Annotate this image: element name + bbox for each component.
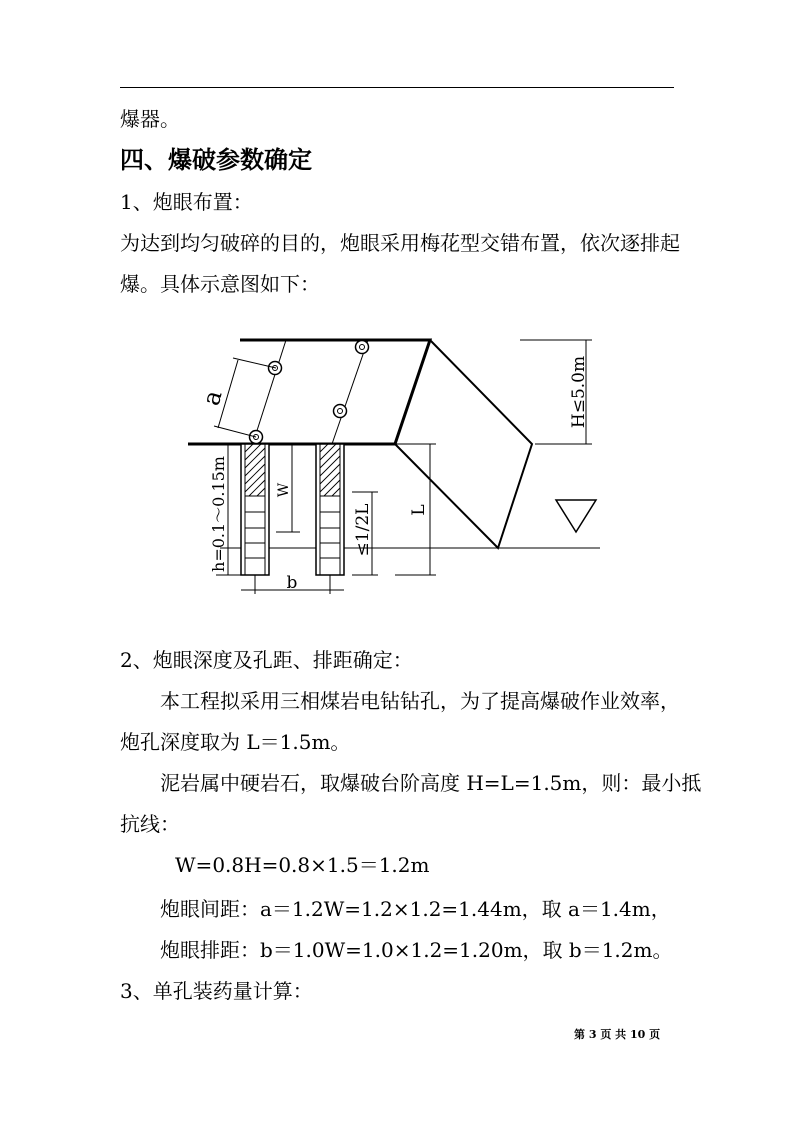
bench-upper-outline <box>240 340 430 444</box>
water-level-triangle-icon <box>556 500 596 532</box>
item2-paragraph2-line2: 抗线： <box>120 812 180 836</box>
section-title: 四、爆破参数确定 <box>120 145 312 174</box>
hole-row-line-2 <box>332 340 368 444</box>
label-charge: h=0.1～0.15m <box>209 456 228 572</box>
hole-row-line-1 <box>254 340 286 440</box>
label-h: H≤5.0m <box>569 355 589 429</box>
item1-paragraph-line1: 为达到均匀破碎的目的，炮眼采用梅花型交错布置，依次逐排起 <box>120 231 680 255</box>
item2-title: 2、炮眼深度及孔距、排距确定： <box>120 648 413 672</box>
formula-b: 炮眼排距：b＝1.0W=1.0×1.2=1.20m，取 b＝1.2m。 <box>160 938 673 962</box>
dimension-a-ext-2 <box>214 426 256 437</box>
item2-paragraph1-line2: 炮孔深度取为 L＝1.5m。 <box>120 730 351 754</box>
page-footer: 第 3 页 共 10 页 <box>574 1028 661 1041</box>
blasthole-section-right <box>316 444 344 575</box>
blasthole-layout-diagram <box>0 300 793 620</box>
header-rule <box>120 87 674 88</box>
blasthole-section-left <box>241 444 269 575</box>
item1-paragraph-line2: 爆。具体示意图如下： <box>120 272 320 296</box>
formula-w: W=0.8H=0.8×1.5＝1.2m <box>175 853 430 877</box>
label-l: L <box>409 504 429 516</box>
formula-a: 炮眼间距：a＝1.2W=1.2×1.2=1.44m，取 a＝1.4m， <box>160 897 671 921</box>
item2-paragraph1-line1: 本工程拟采用三相煤岩电钻钻孔，为了提高爆破作业效率， <box>160 689 680 713</box>
item3-title: 3、单孔装药量计算： <box>120 979 313 1003</box>
continued-text: 爆器。 <box>120 107 180 131</box>
blasthole <box>356 341 369 354</box>
label-w: W <box>276 482 292 498</box>
blasthole <box>334 405 347 418</box>
blasthole-plan-marks <box>250 341 369 444</box>
item2-paragraph2-line1: 泥岩属中硬岩石，取爆破台阶高度 H=L=1.5m，则：最小抵 <box>160 771 702 795</box>
label-half-l: ≤1/2L <box>353 503 373 557</box>
item1-title: 1、炮眼布置： <box>120 190 253 214</box>
label-b: b <box>286 573 298 593</box>
label-a: a <box>196 387 228 409</box>
dimension-a-ext-1 <box>233 358 276 368</box>
